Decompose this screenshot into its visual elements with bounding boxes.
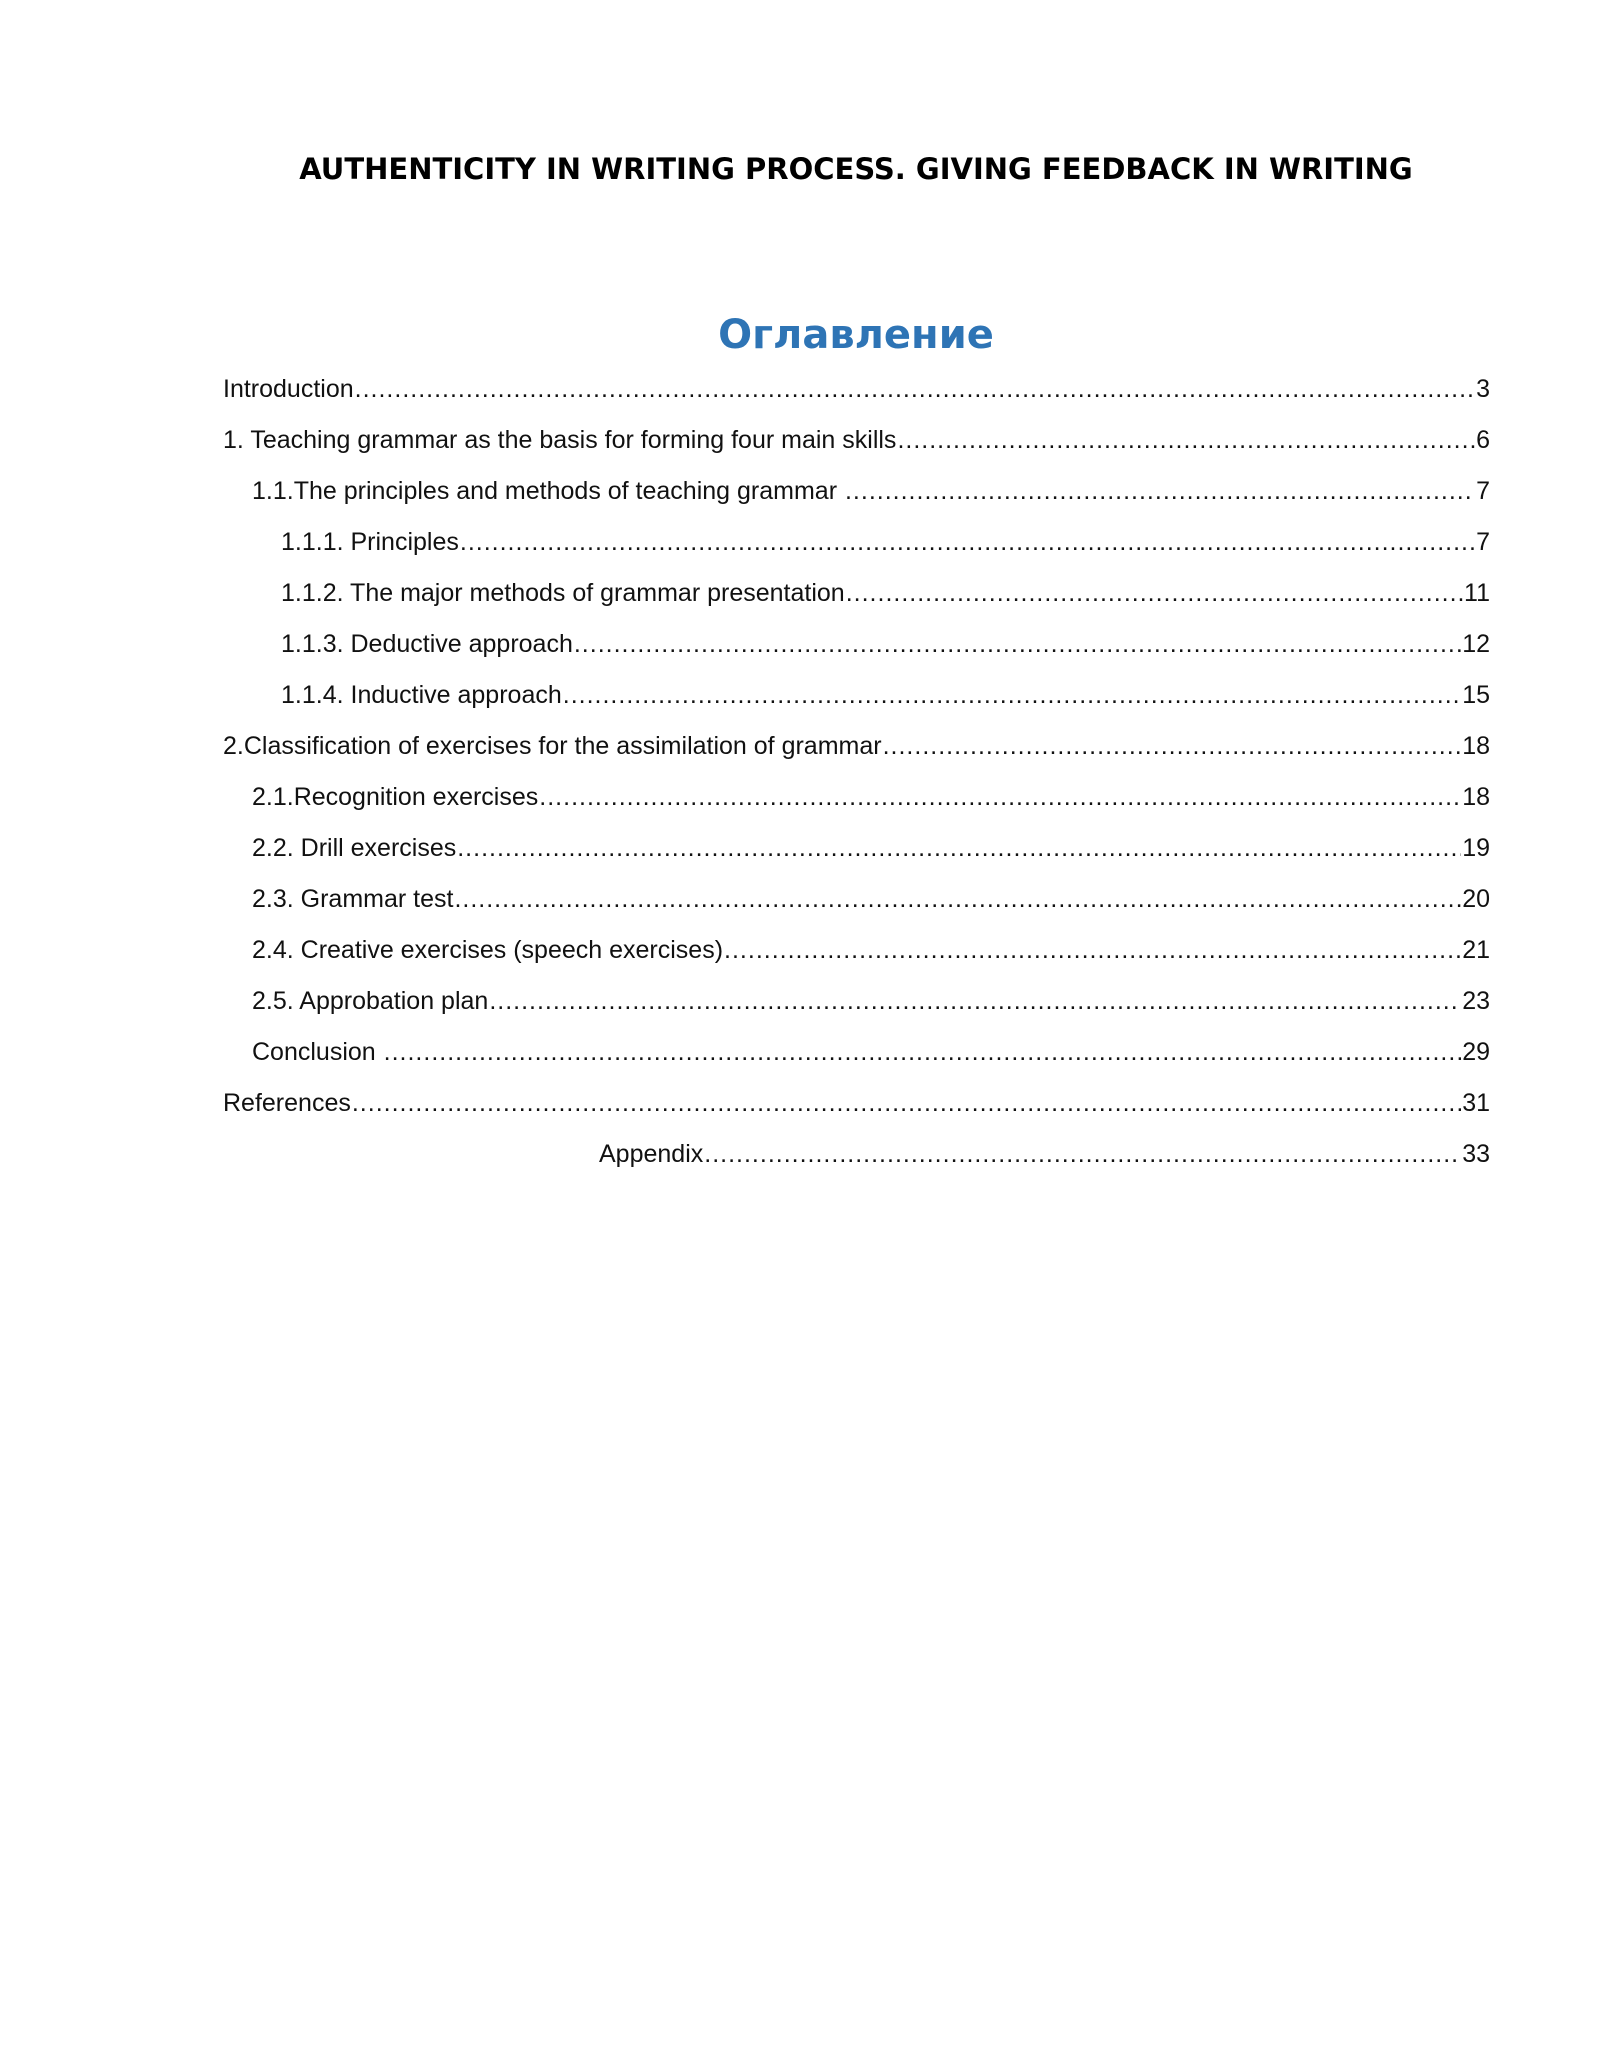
toc-entry-page: 12 (1462, 630, 1490, 658)
toc-dot-leader (539, 779, 1461, 815)
toc-entry-label: 1.1.1. Principles (281, 528, 459, 556)
toc-entry-label: 1.1.The principles and methods of teaching grammar (252, 477, 844, 505)
toc-dot-leader (897, 422, 1475, 458)
toc-entry-label: 1. Teaching grammar as the basis for forming four main skills (223, 426, 897, 454)
toc-entry-page: 19 (1462, 834, 1490, 862)
toc-entry-section-2-5[interactable] (223, 983, 1490, 1034)
toc-entry-label: 2.Classification of exercises for the assimilation of grammar (223, 732, 882, 760)
toc-entry-page: 7 (1476, 528, 1490, 556)
toc-entry-label: 2.2. Drill exercises (252, 834, 457, 862)
toc-entry-chapter-2[interactable] (223, 728, 1490, 779)
toc-entry-section-2-1[interactable] (223, 779, 1490, 830)
toc-heading: Оглавление (718, 312, 994, 358)
toc-entry-label: 1.1.2. The major methods of grammar presentation (281, 579, 845, 607)
toc-entry-label: 1.1.3. Deductive approach (281, 630, 573, 658)
toc-entry-label: 2.1.Recognition exercises (252, 783, 539, 811)
toc-dot-leader (457, 830, 1461, 866)
toc-dot-leader (704, 1136, 1461, 1172)
toc-dot-leader (489, 983, 1461, 1019)
toc-dot-leader (384, 1034, 1462, 1070)
toc-entry-page: 33 (1462, 1140, 1490, 1168)
toc-entry-label: Introduction (223, 375, 354, 403)
toc-dot-leader (563, 677, 1461, 713)
toc-entry-page: 3 (1476, 375, 1490, 403)
toc-entry-label: References (223, 1089, 351, 1117)
toc-entry-page: 7 (1476, 477, 1490, 505)
toc-entry-chapter-1[interactable] (223, 422, 1490, 473)
toc-entry-page: 11 (1464, 579, 1490, 607)
toc-entry-page: 21 (1462, 936, 1490, 964)
toc-entry-section-1-1-3[interactable] (223, 626, 1490, 677)
toc-entry-label: 1.1.4. Inductive approach (281, 681, 562, 709)
toc-entry-label: Conclusion (252, 1038, 383, 1066)
toc-entry-page: 31 (1462, 1089, 1490, 1117)
toc-dot-leader (352, 1085, 1461, 1121)
toc-entry-page: 18 (1462, 732, 1490, 760)
toc-dot-leader (460, 524, 1475, 560)
toc-dot-leader (724, 932, 1461, 968)
toc-entry-section-2-2[interactable] (223, 830, 1490, 881)
toc-entry-page: 29 (1462, 1038, 1490, 1066)
toc-dot-leader (574, 626, 1461, 662)
toc-entry-page: 15 (1462, 681, 1490, 709)
toc-dot-leader (883, 728, 1462, 764)
toc-entry-section-1-1-1[interactable] (223, 524, 1490, 575)
toc-entry-references[interactable] (223, 1085, 1490, 1136)
toc-dot-leader (454, 881, 1461, 917)
toc-entry-page: 23 (1462, 987, 1490, 1015)
document-title: AUTHENTICITY IN WRITING PROCESS. GIVING FEEDBACK IN WRITING (299, 152, 1413, 186)
toc-entry-section-2-4[interactable] (223, 932, 1490, 983)
toc-entry-page: 18 (1462, 783, 1490, 811)
toc-entry-section-1-1[interactable] (223, 473, 1490, 524)
toc-entry-conclusion[interactable] (223, 1034, 1490, 1085)
toc-dot-leader (846, 575, 1463, 611)
toc-entry-page: 6 (1476, 426, 1490, 454)
toc-entry-section-1-1-2[interactable] (223, 575, 1490, 626)
toc-entry-appendix[interactable] (223, 1136, 1490, 1187)
toc-entry-page: 20 (1462, 885, 1490, 913)
toc-entry-label: Appendix (599, 1140, 704, 1168)
toc-dot-leader (355, 371, 1475, 407)
toc-entry-section-2-3[interactable] (223, 881, 1490, 932)
toc-entry-introduction[interactable] (223, 371, 1490, 422)
toc-dot-leader (845, 473, 1475, 509)
toc-entry-label: 2.4. Creative exercises (speech exercises) (252, 936, 724, 964)
toc-entry-section-1-1-4[interactable] (223, 677, 1490, 728)
toc-entry-label: 2.3. Grammar test (252, 885, 454, 913)
table-of-contents (223, 371, 1490, 1187)
toc-entry-label: 2.5. Approbation plan (252, 987, 489, 1015)
